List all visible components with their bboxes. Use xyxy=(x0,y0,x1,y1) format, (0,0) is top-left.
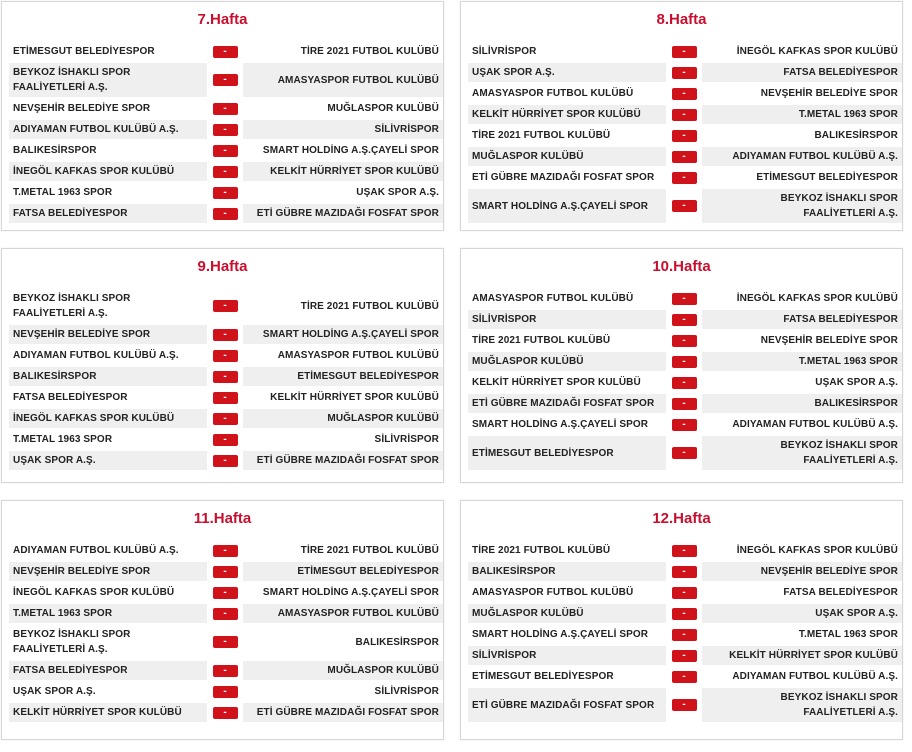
score-badge[interactable]: - xyxy=(672,88,697,100)
away-team: MUĞLASPOR KULÜBÜ xyxy=(243,409,443,428)
score-cell xyxy=(668,562,700,581)
home-team: KELKİT HÜRRİYET SPOR KULÜBÜ xyxy=(468,105,666,124)
away-team: KELKİT HÜRRİYET SPOR KULÜBÜ xyxy=(270,392,439,403)
away-team: İNEGÖL KAFKAS SPOR KULÜBÜ xyxy=(736,46,898,57)
away-team: BALIKESİRSPOR xyxy=(355,636,439,648)
score-badge[interactable]: - xyxy=(213,103,238,115)
match-row[interactable] xyxy=(468,667,898,686)
score-cell xyxy=(209,541,241,560)
score-cell xyxy=(209,183,241,202)
away-team: ETİMESGUT BELEDİYESPOR xyxy=(243,562,443,581)
score-cell xyxy=(668,583,700,602)
score-cell xyxy=(668,126,700,145)
match-row[interactable] xyxy=(9,604,439,623)
score-cell xyxy=(209,388,241,407)
score-cell xyxy=(668,415,700,434)
home-team: MUĞLASPOR KULÜBÜ xyxy=(468,147,666,166)
away-team: KELKİT HÜRRİYET SPOR KULÜBÜ xyxy=(702,646,902,665)
match-row[interactable] xyxy=(9,63,439,97)
match-row[interactable] xyxy=(468,310,898,329)
match-list xyxy=(2,289,443,470)
match-row[interactable] xyxy=(9,541,439,560)
match-row[interactable] xyxy=(9,120,439,139)
score-cell xyxy=(668,394,700,413)
score-cell xyxy=(668,625,700,644)
score-badge[interactable]: - xyxy=(213,413,238,425)
home-team: SİLİVRİSPOR xyxy=(472,46,537,57)
home-team: BEYKOZ İSHAKLI SPOR FAALİYETLERİ A.Ş. xyxy=(13,293,131,319)
away-team: FATSA BELEDİYESPOR xyxy=(702,310,902,329)
score-cell xyxy=(209,562,241,581)
match-row[interactable] xyxy=(9,661,439,680)
home-team: ETİMESGUT BELEDİYESPOR xyxy=(472,671,614,682)
home-team: SMART HOLDİNG A.Ş.ÇAYELİ SPOR xyxy=(472,419,649,430)
away-team: T.METAL 1963 SPOR xyxy=(702,352,902,371)
match-row[interactable] xyxy=(9,682,439,701)
match-row[interactable] xyxy=(9,346,439,365)
match-row[interactable] xyxy=(468,105,898,124)
away-team: TİRE 2021 FUTBOL KULÜBÜ xyxy=(300,545,439,556)
match-row[interactable] xyxy=(9,583,439,602)
home-team: SİLİVRİSPOR xyxy=(468,646,666,665)
away-team: ETİ GÜBRE MAZIDAĞI FOSFAT SPOR xyxy=(243,451,443,470)
week-card xyxy=(460,1,903,231)
match-list xyxy=(2,541,443,722)
away-team: ETİMESGUT BELEDİYESPOR xyxy=(756,172,898,183)
week-title: 9.Hafta xyxy=(197,258,248,275)
away-team: NEVŞEHİR BELEDİYE SPOR xyxy=(760,88,898,99)
away-team: İNEGÖL KAFKAS SPOR KULÜBÜ xyxy=(736,293,898,304)
week-title: 7.Hafta xyxy=(197,11,248,28)
score-badge[interactable]: - xyxy=(672,587,697,599)
match-list xyxy=(461,42,902,223)
home-team: FATSA BELEDİYESPOR xyxy=(13,392,128,403)
home-team: TİRE 2021 FUTBOL KULÜBÜ xyxy=(472,545,611,556)
score-cell xyxy=(209,346,241,365)
score-cell xyxy=(209,430,241,449)
away-team: BEYKOZ İSHAKLI SPOR FAALİYETLERİ A.Ş. xyxy=(702,189,902,223)
score-cell xyxy=(209,604,241,623)
home-team: SMART HOLDİNG A.Ş.ÇAYELİ SPOR xyxy=(472,629,649,640)
home-team: FATSA BELEDİYESPOR xyxy=(9,661,207,680)
score-cell xyxy=(668,168,700,187)
score-badge[interactable]: - xyxy=(213,566,238,578)
score-badge[interactable]: - xyxy=(213,74,238,86)
score-badge[interactable]: - xyxy=(213,608,238,620)
score-badge[interactable]: - xyxy=(672,545,697,557)
score-badge[interactable]: - xyxy=(213,329,238,341)
score-badge[interactable]: - xyxy=(213,434,238,446)
match-row[interactable] xyxy=(468,688,898,722)
score-cell xyxy=(209,141,241,160)
score-badge[interactable]: - xyxy=(213,665,238,677)
score-badge[interactable]: - xyxy=(672,172,697,184)
home-team: BALIKESİRSPOR xyxy=(468,562,666,581)
score-badge[interactable]: - xyxy=(213,707,238,719)
match-row[interactable] xyxy=(468,415,898,434)
match-row[interactable] xyxy=(468,625,898,644)
match-row[interactable] xyxy=(9,99,439,118)
away-team: SMART HOLDİNG A.Ş.ÇAYELİ SPOR xyxy=(243,325,443,344)
match-row[interactable] xyxy=(468,189,898,223)
home-team: ADIYAMAN FUTBOL KULÜBÜ A.Ş. xyxy=(13,545,179,556)
away-team: ETİ GÜBRE MAZIDAĞI FOSFAT SPOR xyxy=(243,703,443,722)
score-cell xyxy=(668,352,700,371)
score-cell xyxy=(668,688,700,722)
score-badge[interactable]: - xyxy=(672,200,697,212)
match-list xyxy=(461,541,902,722)
score-cell xyxy=(668,63,700,82)
score-badge[interactable]: - xyxy=(213,350,238,362)
away-team: ADIYAMAN FUTBOL KULÜBÜ A.Ş. xyxy=(732,419,898,430)
match-row[interactable] xyxy=(468,42,898,61)
score-badge[interactable]: - xyxy=(213,124,238,136)
away-team: BALIKESİRSPOR xyxy=(814,130,898,141)
score-cell xyxy=(668,646,700,665)
score-cell xyxy=(209,162,241,181)
home-team: NEVŞEHİR BELEDİYE SPOR xyxy=(9,325,207,344)
score-cell xyxy=(668,604,700,623)
score-cell xyxy=(209,661,241,680)
home-team: AMASYASPOR FUTBOL KULÜBÜ xyxy=(472,88,634,99)
home-team: AMASYASPOR FUTBOL KULÜBÜ xyxy=(472,293,634,304)
home-team: BALIKESİRSPOR xyxy=(9,367,207,386)
home-team: KELKİT HÜRRİYET SPOR KULÜBÜ xyxy=(472,377,641,388)
score-cell xyxy=(668,189,700,223)
score-badge[interactable]: - xyxy=(672,566,697,578)
home-team: İNEGÖL KAFKAS SPOR KULÜBÜ xyxy=(9,409,207,428)
home-team: MUĞLASPOR KULÜBÜ xyxy=(468,352,666,371)
score-badge[interactable]: - xyxy=(213,392,238,404)
home-team: ADIYAMAN FUTBOL KULÜBÜ A.Ş. xyxy=(9,120,207,139)
match-row[interactable] xyxy=(9,289,439,323)
score-badge[interactable]: - xyxy=(213,371,238,383)
home-team: ADIYAMAN FUTBOL KULÜBÜ A.Ş. xyxy=(13,350,179,361)
week-title: 11.Hafta xyxy=(193,510,252,527)
match-row[interactable] xyxy=(468,126,898,145)
score-cell xyxy=(209,703,241,722)
away-team: İNEGÖL KAFKAS SPOR KULÜBÜ xyxy=(736,545,898,556)
home-team: MUĞLASPOR KULÜBÜ xyxy=(468,604,666,623)
home-team: TİRE 2021 FUTBOL KULÜBÜ xyxy=(472,335,611,346)
away-team: SİLİVRİSPOR xyxy=(374,434,439,445)
score-badge[interactable]: - xyxy=(213,636,238,648)
score-cell xyxy=(209,682,241,701)
match-row[interactable] xyxy=(9,204,439,223)
match-row[interactable] xyxy=(9,162,439,181)
home-team: ETİ GÜBRE MAZIDAĞI FOSFAT SPOR xyxy=(468,688,666,722)
away-team: MUĞLASPOR KULÜBÜ xyxy=(243,661,443,680)
match-row[interactable] xyxy=(468,373,898,392)
away-team: ADIYAMAN FUTBOL KULÜBÜ A.Ş. xyxy=(702,147,902,166)
home-team: İNEGÖL KAFKAS SPOR KULÜBÜ xyxy=(13,587,175,598)
home-team: TİRE 2021 FUTBOL KULÜBÜ xyxy=(472,130,611,141)
away-team: BEYKOZ İSHAKLI SPOR FAALİYETLERİ A.Ş. xyxy=(702,436,902,470)
week-card xyxy=(1,500,444,740)
match-row[interactable] xyxy=(468,562,898,581)
score-cell xyxy=(209,204,241,223)
score-badge[interactable]: - xyxy=(672,699,697,711)
match-row[interactable] xyxy=(468,84,898,103)
away-team: UŞAK SPOR A.Ş. xyxy=(815,377,898,388)
score-badge[interactable]: - xyxy=(213,686,238,698)
score-cell xyxy=(209,289,241,323)
home-team: UŞAK SPOR A.Ş. xyxy=(13,686,96,697)
week-title: 10.Hafta xyxy=(652,258,711,275)
score-badge[interactable]: - xyxy=(213,145,238,157)
score-cell xyxy=(668,373,700,392)
match-row[interactable] xyxy=(9,451,439,470)
home-team: BEYKOZ İSHAKLI SPOR FAALİYETLERİ A.Ş. xyxy=(9,63,207,97)
match-row[interactable] xyxy=(468,436,898,470)
match-row[interactable] xyxy=(468,541,898,560)
match-list xyxy=(461,289,902,470)
score-badge[interactable]: - xyxy=(672,151,697,163)
score-badge[interactable]: - xyxy=(672,650,697,662)
score-badge[interactable]: - xyxy=(672,335,697,347)
score-badge[interactable]: - xyxy=(672,671,697,683)
score-cell xyxy=(209,409,241,428)
away-team: UŞAK SPOR A.Ş. xyxy=(702,604,902,623)
score-cell xyxy=(668,147,700,166)
match-row[interactable] xyxy=(9,325,439,344)
home-team: FATSA BELEDİYESPOR xyxy=(9,204,207,223)
home-team: ETİ GÜBRE MAZIDAĞI FOSFAT SPOR xyxy=(472,172,655,183)
away-team: FATSA BELEDİYESPOR xyxy=(783,587,898,598)
score-cell xyxy=(209,63,241,97)
score-cell xyxy=(209,625,241,659)
score-badge[interactable]: - xyxy=(672,447,697,459)
score-cell xyxy=(209,451,241,470)
score-cell xyxy=(668,42,700,61)
home-team: T.METAL 1963 SPOR xyxy=(13,434,113,445)
away-team: BEYKOZ İSHAKLI SPOR FAALİYETLERİ A.Ş. xyxy=(702,688,902,722)
score-badge[interactable]: - xyxy=(672,109,697,121)
away-team: NEVŞEHİR BELEDİYE SPOR xyxy=(702,562,902,581)
match-row[interactable] xyxy=(9,367,439,386)
match-row[interactable] xyxy=(468,63,898,82)
score-cell xyxy=(209,120,241,139)
home-team: KELKİT HÜRRİYET SPOR KULÜBÜ xyxy=(9,703,207,722)
away-team: BALIKESİRSPOR xyxy=(702,394,902,413)
score-cell xyxy=(668,436,700,470)
match-row[interactable] xyxy=(9,388,439,407)
score-cell xyxy=(668,289,700,308)
match-row[interactable] xyxy=(9,183,439,202)
week-card xyxy=(1,248,444,483)
week-title: 12.Hafta xyxy=(652,510,711,527)
away-team: AMASYASPOR FUTBOL KULÜBÜ xyxy=(243,604,443,623)
score-badge[interactable]: - xyxy=(672,130,697,142)
match-row[interactable] xyxy=(9,625,439,659)
score-badge[interactable]: - xyxy=(213,455,238,467)
match-row[interactable] xyxy=(468,583,898,602)
away-team: TİRE 2021 FUTBOL KULÜBÜ xyxy=(300,300,439,312)
away-team: KELKİT HÜRRİYET SPOR KULÜBÜ xyxy=(243,162,443,181)
score-cell xyxy=(209,99,241,118)
score-cell xyxy=(668,331,700,350)
match-row[interactable] xyxy=(468,147,898,166)
score-badge[interactable]: - xyxy=(672,67,697,79)
away-team: ETİMESGUT BELEDİYESPOR xyxy=(243,367,443,386)
score-badge[interactable]: - xyxy=(672,608,697,620)
away-team: TİRE 2021 FUTBOL KULÜBÜ xyxy=(300,46,439,57)
score-cell xyxy=(668,667,700,686)
score-badge[interactable]: - xyxy=(213,545,238,557)
home-team: SİLİVRİSPOR xyxy=(468,310,666,329)
match-row[interactable] xyxy=(9,42,439,61)
home-team: T.METAL 1963 SPOR xyxy=(9,604,207,623)
away-team: SİLİVRİSPOR xyxy=(243,120,443,139)
away-team: SİLİVRİSPOR xyxy=(374,686,439,697)
score-badge[interactable]: - xyxy=(213,187,238,199)
away-team: AMASYASPOR FUTBOL KULÜBÜ xyxy=(243,63,443,97)
score-cell xyxy=(209,367,241,386)
score-badge[interactable]: - xyxy=(213,166,238,178)
match-row[interactable] xyxy=(9,409,439,428)
score-cell xyxy=(668,84,700,103)
score-cell xyxy=(668,105,700,124)
match-row[interactable] xyxy=(468,168,898,187)
score-cell xyxy=(668,310,700,329)
week-card xyxy=(460,248,903,483)
home-team: UŞAK SPOR A.Ş. xyxy=(9,451,207,470)
match-list xyxy=(2,42,443,223)
away-team: T.METAL 1963 SPOR xyxy=(798,629,898,640)
score-badge[interactable]: - xyxy=(672,356,697,368)
away-team: UŞAK SPOR A.Ş. xyxy=(356,187,439,198)
score-badge[interactable]: - xyxy=(672,293,697,305)
score-badge[interactable]: - xyxy=(213,208,238,220)
score-badge[interactable]: - xyxy=(672,629,697,641)
away-team: T.METAL 1963 SPOR xyxy=(702,105,902,124)
score-cell xyxy=(209,583,241,602)
score-badge[interactable]: - xyxy=(213,587,238,599)
match-row[interactable] xyxy=(468,331,898,350)
week-card xyxy=(1,1,444,231)
score-badge[interactable]: - xyxy=(672,419,697,431)
match-row[interactable] xyxy=(9,430,439,449)
match-row[interactable] xyxy=(9,141,439,160)
away-team: MUĞLASPOR KULÜBÜ xyxy=(327,103,439,114)
away-team: SMART HOLDİNG A.Ş.ÇAYELİ SPOR xyxy=(262,145,439,156)
match-row[interactable] xyxy=(468,394,898,413)
home-team: ETİMESGUT BELEDİYESPOR xyxy=(13,46,155,57)
score-badge[interactable]: - xyxy=(672,46,697,58)
home-team: ETİ GÜBRE MAZIDAĞI FOSFAT SPOR xyxy=(468,394,666,413)
week-card xyxy=(460,500,903,740)
week-title: 8.Hafta xyxy=(656,11,707,28)
score-badge[interactable]: - xyxy=(672,377,697,389)
away-team: NEVŞEHİR BELEDİYE SPOR xyxy=(760,335,898,346)
away-team: ETİ GÜBRE MAZIDAĞI FOSFAT SPOR xyxy=(243,204,443,223)
score-badge[interactable]: - xyxy=(213,300,238,312)
score-badge[interactable]: - xyxy=(672,398,697,410)
home-team: SMART HOLDİNG A.Ş.ÇAYELİ SPOR xyxy=(468,189,666,223)
home-team: İNEGÖL KAFKAS SPOR KULÜBÜ xyxy=(9,162,207,181)
match-row[interactable] xyxy=(468,646,898,665)
score-cell xyxy=(668,541,700,560)
score-cell xyxy=(209,42,241,61)
match-row[interactable] xyxy=(9,562,439,581)
score-badge[interactable]: - xyxy=(213,46,238,58)
match-row[interactable] xyxy=(468,289,898,308)
home-team: AMASYASPOR FUTBOL KULÜBÜ xyxy=(472,587,634,598)
away-team: FATSA BELEDİYESPOR xyxy=(702,63,902,82)
home-team: T.METAL 1963 SPOR xyxy=(13,187,113,198)
match-row[interactable] xyxy=(9,703,439,722)
score-badge[interactable]: - xyxy=(672,314,697,326)
home-team: ETİMESGUT BELEDİYESPOR xyxy=(468,436,666,470)
away-team: ADIYAMAN FUTBOL KULÜBÜ A.Ş. xyxy=(732,671,898,682)
match-row[interactable] xyxy=(468,604,898,623)
home-team: NEVŞEHİR BELEDİYE SPOR xyxy=(9,562,207,581)
home-team: UŞAK SPOR A.Ş. xyxy=(468,63,666,82)
away-team: SMART HOLDİNG A.Ş.ÇAYELİ SPOR xyxy=(262,587,439,598)
home-team: BALIKESİRSPOR xyxy=(13,145,97,156)
away-team: AMASYASPOR FUTBOL KULÜBÜ xyxy=(277,350,439,361)
match-row[interactable] xyxy=(468,352,898,371)
home-team: BEYKOZ İSHAKLI SPOR FAALİYETLERİ A.Ş. xyxy=(13,629,131,655)
home-team: NEVŞEHİR BELEDİYE SPOR xyxy=(13,103,151,114)
score-cell xyxy=(209,325,241,344)
